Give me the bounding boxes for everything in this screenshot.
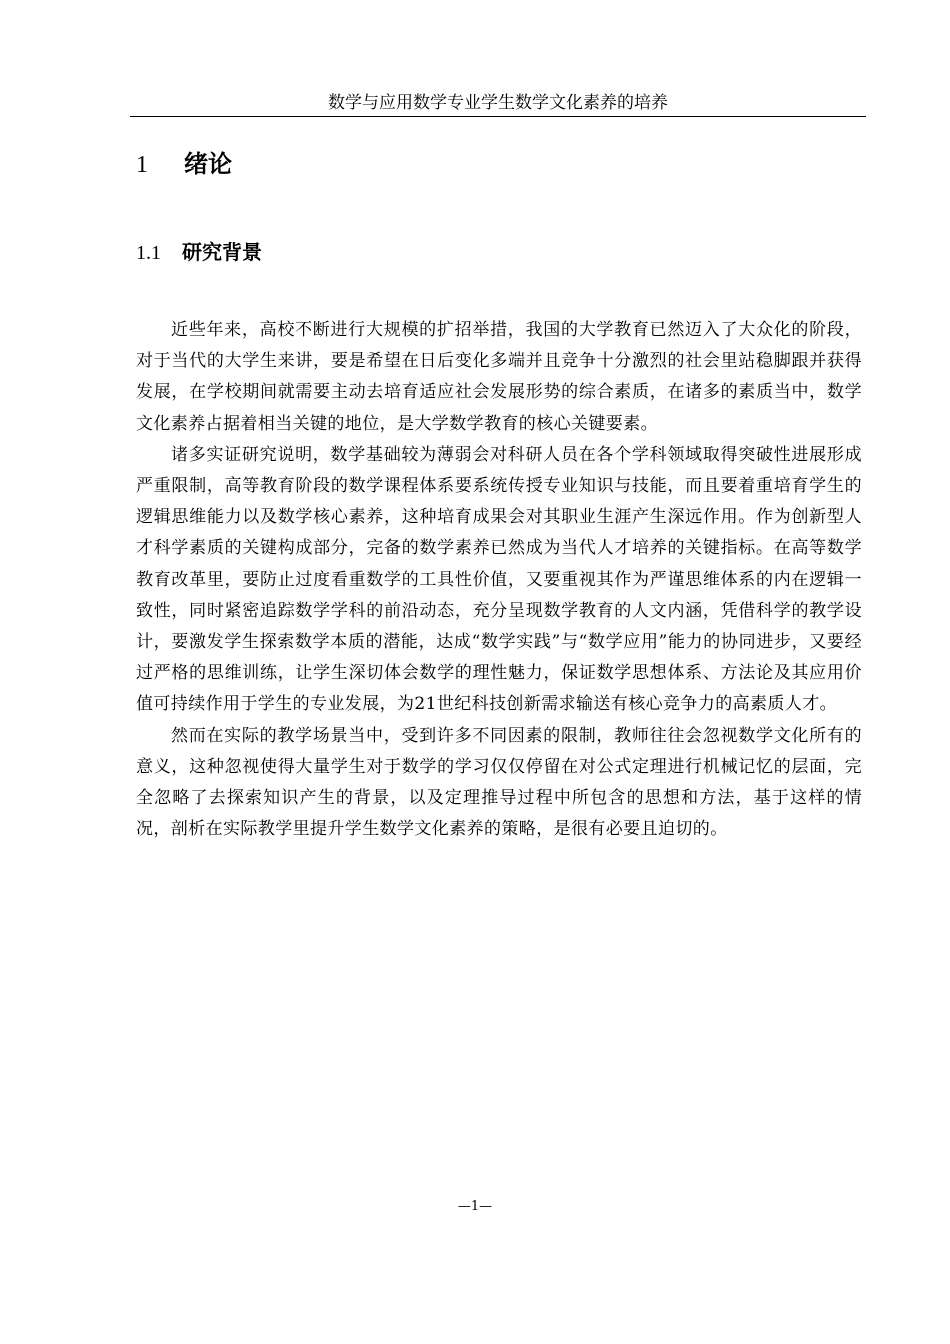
paragraph: 然而在实际的教学场景当中，受到许多不同因素的限制，教师往往会忽视数学文化所有的意义，这种忽视使得大量学生对于数学的学习仅仅停留在对公式定理进行机械记忆的层面，完全忽略了去探索知识产生的背景，以及定理推导过程中所包含的思想和方法，基于这样的情况，剖析在实际教学里提升学生数学文化素养的策略，是很有必要且迫切的。 [136, 725, 862, 840]
header-rule [130, 116, 866, 117]
page-number: —1— [457, 1199, 493, 1214]
paragraph: 诸多实证研究说明，数学基础较为薄弱会对科研人员在各个学科领域取得突破性进展形成严重限制，高等教育阶段的数学课程体系要系统传授专业知识与技能，而且要着重培育学生的逻辑思维能力以及数学核心素养，这种培育成果会对其职业生涯产生深远作用。作为创新型人才科学素质的关键构成部分，完备的数学素养已然成为当代人才培养的关键指标。在高等数学教育改革里，要防止过度看重数学的工具性价值，又要重视其作为严谨思维体系的内在逻辑一致性，同时紧密追踪数学学科的前沿动态，充分呈现数学教育的人文内涵，凭借科学的教学设计，要激发学生探索数学本质的潜能，达成“数学实践”与“数学应用”能力的协同进步，又要经过严格的思维训练，让学生深切体会数学的理性魅力，保证数学思想体系、方法论及其应用价值可持续作用于学生的专业发展，为21世纪科技创新需求输送有核心竞争力的高素质人才。 [136, 444, 862, 715]
section-number: 1.1 [136, 242, 161, 264]
chapter-title: 绪论 [184, 150, 232, 178]
section-heading [136, 238, 262, 267]
running-header: 数学与应用数学专业学生数学文化素养的培养 [328, 93, 668, 113]
section-title: 研究背景 [182, 240, 262, 264]
chapter-heading [136, 148, 232, 181]
chapter-number: 1 [136, 152, 148, 178]
body-text [136, 315, 862, 845]
paragraph: 近些年来，高校不断进行大规模的扩招举措，我国的大学教育已然迈入了大众化的阶段，对于当代的大学生来讲，要是希望在日后变化多端并且竞争十分激烈的社会里站稳脚跟并获得发展，在学校期间就需要主动去培育适应社会发展形势的综合素质，在诸多的素质当中，数学文化素养占据着相当关键的地位，是大学数学教育的核心关键要素。 [136, 320, 862, 434]
